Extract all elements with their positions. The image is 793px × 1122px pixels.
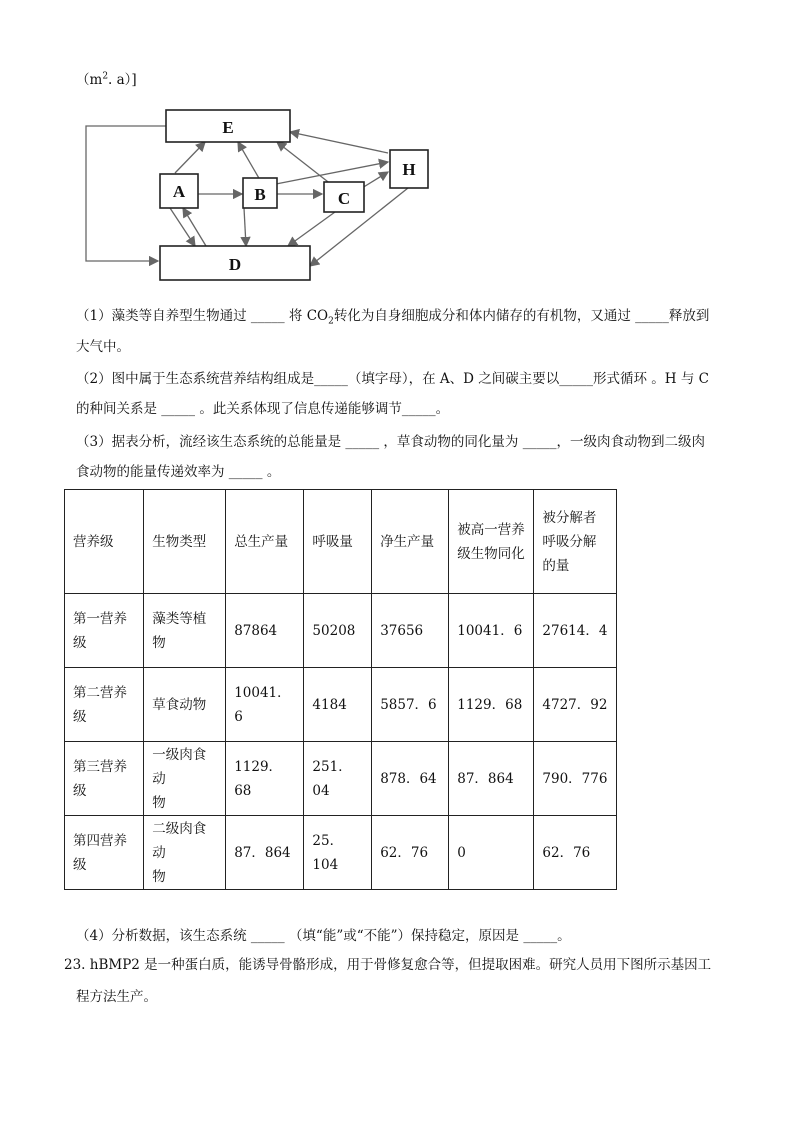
table-cell <box>144 742 226 816</box>
table-cell-text: 二级肉食动 <box>152 820 207 861</box>
table-cell-text: 第四营养 <box>73 832 127 849</box>
table-header-row <box>65 490 617 594</box>
question-3-line-1: （3）据表分析，流经该生态系统的总能量是 _____ ，草食动物的同化量为 _____，一级肉食动物到二级肉 <box>76 434 705 450</box>
table-cell-text: 的量 <box>542 557 570 574</box>
arrow-a-to-d <box>170 208 195 246</box>
energy-flow-table <box>64 489 617 890</box>
table-cell <box>65 594 144 668</box>
question-4-line-1: （4）分析数据，该生态系统 _____ （填“能”或“不能”）保持稳定，原因是 _____。 <box>76 928 571 944</box>
table-cell <box>65 816 144 890</box>
table-cell-text: 62．76 <box>380 844 429 861</box>
table-cell <box>449 594 534 668</box>
table-cell <box>226 816 304 890</box>
table-cell-text: 级 <box>73 708 87 725</box>
table-cell-text: 草食动物 <box>152 696 207 713</box>
table-cell-text: 87．864 <box>234 844 291 861</box>
table-cell <box>534 816 617 890</box>
node-d-label: D <box>228 255 242 274</box>
table-cell <box>65 668 144 742</box>
table-cell <box>144 816 226 890</box>
table-cell <box>372 742 449 816</box>
node-b-label: B <box>254 185 266 204</box>
unit-label: （$m^2$. a）] <box>76 71 137 88</box>
table-cell <box>144 594 226 668</box>
table-cell-text: 级 <box>73 856 87 873</box>
table-cell <box>226 668 304 742</box>
table-cell-text: 级生物同化 <box>457 545 525 562</box>
table-cell <box>534 742 617 816</box>
table-cell-text: 被高一营养 <box>457 521 525 538</box>
table-cell <box>304 816 372 890</box>
table-cell-text: 62．76 <box>542 844 591 861</box>
table-cell-text: 1129．68 <box>234 758 283 799</box>
node-e-label: E <box>222 118 234 137</box>
table-cell-text: 27614．4 <box>542 622 608 639</box>
table-row <box>65 816 617 890</box>
question-23-line-2: 程方法生产。 <box>76 989 157 1005</box>
table-cell-text: 50208 <box>312 622 356 639</box>
question-23-line-1: 23. hBMP2 是一种蛋白质，能诱导骨骼形成，用于骨修复愈合等，但提取困难。研究人员用下图所示基因工 <box>64 957 712 973</box>
table-cell-text: 呼吸分解 <box>542 533 597 550</box>
table-cell-text: 第三营养 <box>73 758 127 775</box>
table-cell-text: 第一营养 <box>73 610 127 627</box>
arrow-b-to-e <box>238 142 260 180</box>
table-cell <box>304 594 372 668</box>
arrow-h-to-e <box>290 132 388 153</box>
table-cell-text: 物 <box>152 868 166 885</box>
table-cell <box>534 490 617 594</box>
table-cell <box>449 816 534 890</box>
arrow-e-to-d <box>86 126 166 261</box>
arrow-a-to-e <box>175 142 205 173</box>
table-cell <box>449 668 534 742</box>
table-cell <box>449 490 534 594</box>
table-cell-text: 4184 <box>312 696 347 713</box>
table-cell <box>226 742 304 816</box>
table-cell-text: 物 <box>152 794 166 811</box>
arrow-c-to-h <box>362 172 388 188</box>
table-cell-text: 10041．6 <box>457 622 523 639</box>
table-cell <box>304 742 372 816</box>
table-cell-text: 37656 <box>380 622 424 639</box>
table-cell-text: 级 <box>73 782 87 799</box>
table-cell-text: 0 <box>457 844 466 861</box>
table-cell <box>304 668 372 742</box>
table-cell-text: 总生产量 <box>234 533 289 550</box>
table-cell-text: 5857．6 <box>380 696 437 713</box>
table-cell-text: 25．104 <box>312 832 344 873</box>
table-cell-text: 878．64 <box>380 770 437 787</box>
node-h-label: H <box>402 160 416 179</box>
arrow-c-to-d <box>288 212 335 246</box>
table-cell <box>372 594 449 668</box>
table-cell <box>372 490 449 594</box>
table-cell <box>372 816 449 890</box>
arrow-b-to-d <box>244 208 246 246</box>
arrow-d-to-a <box>183 208 206 246</box>
table-cell-text: 4727．92 <box>542 696 608 713</box>
table-cell <box>65 742 144 816</box>
table-row <box>65 594 617 668</box>
table-row <box>65 668 617 742</box>
table-cell-text: 营养级 <box>73 533 114 550</box>
table-cell-text: 第二营养 <box>73 684 127 701</box>
table-cell-text: 级 <box>73 634 87 651</box>
question-1-line-2: 大气中。 <box>76 339 130 355</box>
table-cell-text: 呼吸量 <box>312 533 353 550</box>
question-1-line-1: （1）藻类等自养型生物通过 _____ 将 $CO_2$转化为自身细胞成分和体内储存的有机物，又通过 _____释放到 <box>76 308 710 327</box>
node-a-label: A <box>172 182 186 201</box>
table-cell-text: 藻类等植物 <box>152 610 207 651</box>
arrow-b-to-h <box>276 162 388 184</box>
table-cell-text: 10041．6 <box>234 684 291 725</box>
table-cell <box>449 742 534 816</box>
table-cell <box>534 594 617 668</box>
question-2-line-1: （2）图中属于生态系统营养结构组成是_____（填字母），在 A、D 之间碳主要以_____形式循环 。H 与 C <box>76 371 709 387</box>
carbon-cycle-diagram <box>70 100 450 300</box>
table-cell <box>65 490 144 594</box>
question-3-line-2: 食动物的能量传递效率为 _____ 。 <box>76 464 281 480</box>
table-cell-text: 一级肉食动 <box>152 746 207 787</box>
table-cell-text: 被分解者 <box>542 509 597 526</box>
table-cell-text: 87864 <box>234 622 278 639</box>
table-cell-text: 1129．68 <box>457 696 523 713</box>
table-cell <box>226 594 304 668</box>
table-row <box>65 742 617 816</box>
table-cell <box>304 490 372 594</box>
table-cell <box>226 490 304 594</box>
table-cell-text: 净生产量 <box>380 533 435 550</box>
table-cell <box>144 490 226 594</box>
node-c-label: C <box>337 189 351 208</box>
table-cell-text: 790．776 <box>542 770 608 787</box>
question-2-line-2: 的种间关系是 _____ 。此关系体现了信息传递能够调节_____。 <box>76 401 450 417</box>
table-cell-text: 生物类型 <box>152 533 207 550</box>
table-cell-text: 251．04 <box>312 758 352 799</box>
table-cell-text: 87．864 <box>457 770 514 787</box>
table-cell <box>534 668 617 742</box>
table-cell <box>144 668 226 742</box>
table-cell <box>372 668 449 742</box>
